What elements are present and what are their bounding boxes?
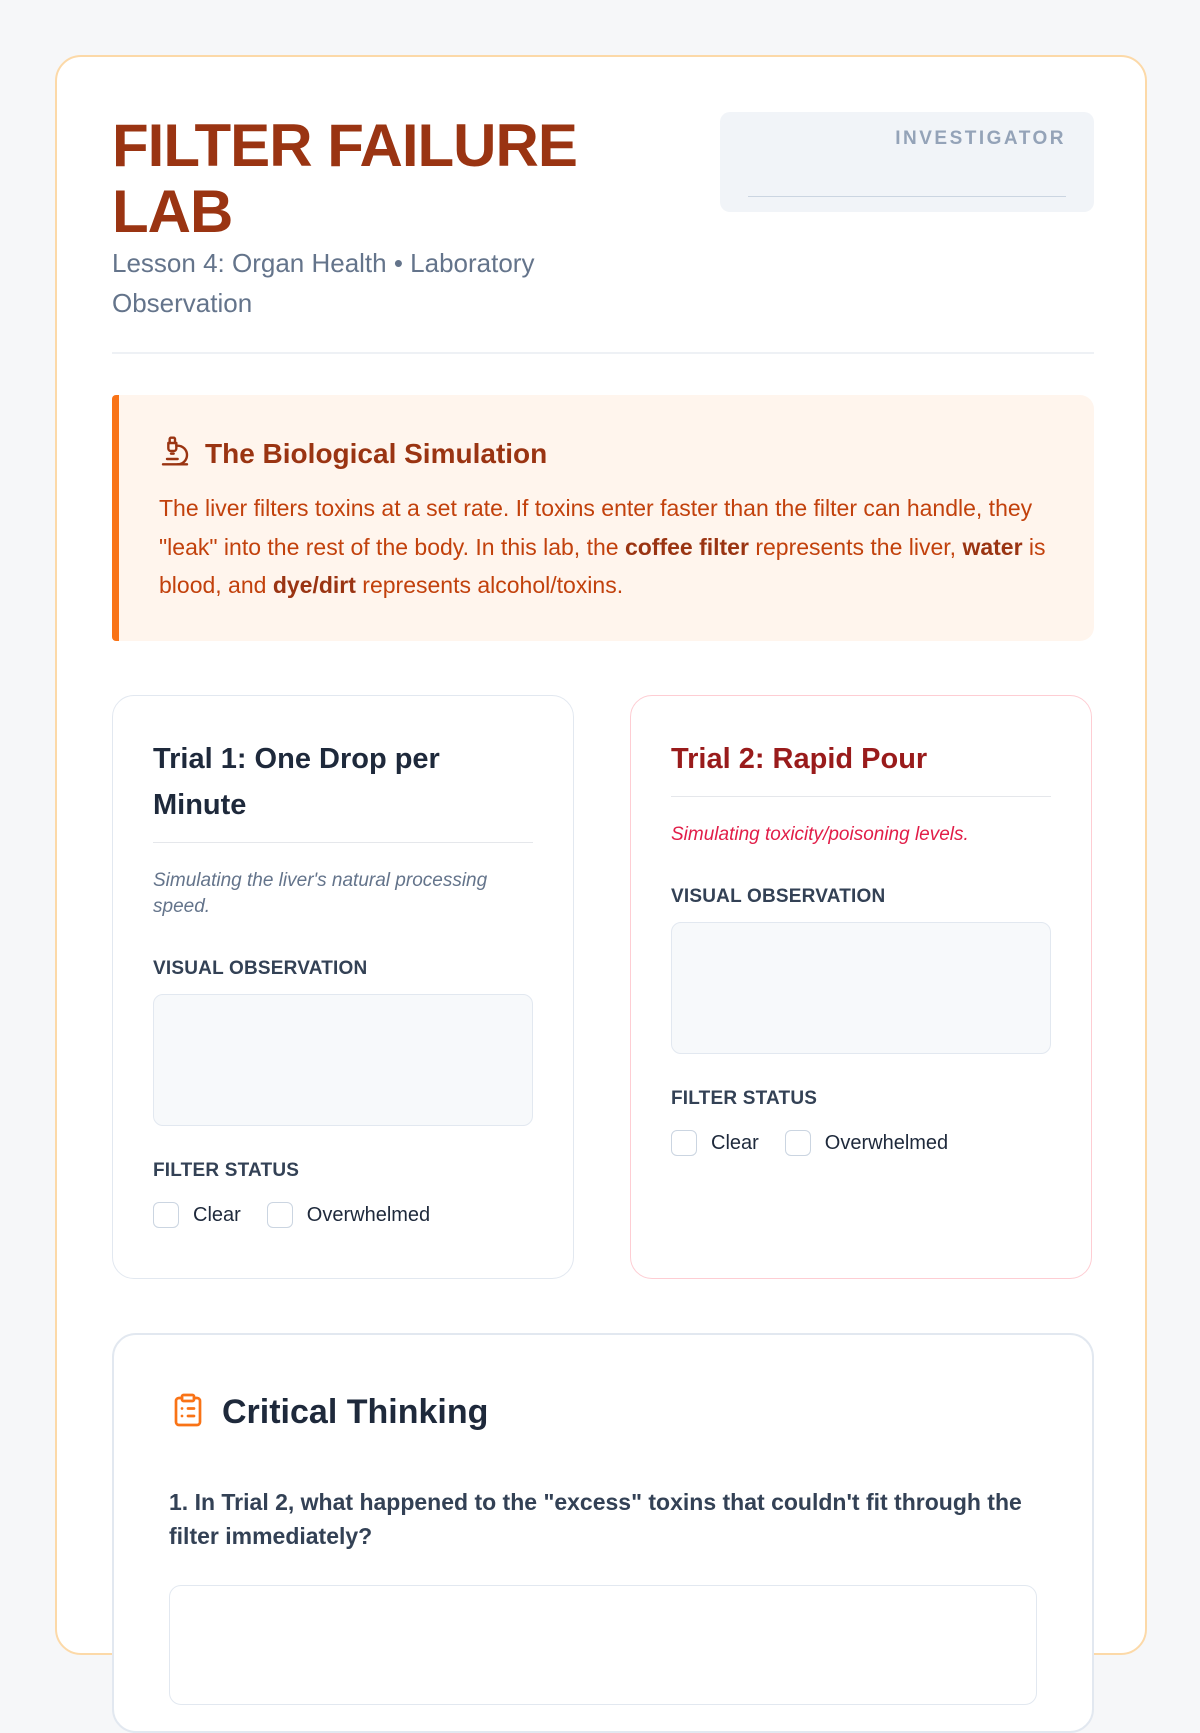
investigator-label: INVESTIGATOR (895, 128, 1066, 149)
simulation-title: The Biological Simulation (205, 437, 548, 469)
trial-2-note: Simulating toxicity/poisoning levels. (671, 824, 969, 845)
trial-2-overwhelmed-option[interactable] (785, 1130, 948, 1156)
trial-1-clear-checkbox[interactable] (153, 1202, 179, 1228)
header-divider (112, 352, 1094, 354)
question-1: 1. In Trial 2, what happened to the "excess" toxins that couldn't fit through the filter immediately? (169, 1489, 1022, 1549)
trial-1-title: Trial 1: One Drop per Minute (153, 743, 440, 821)
trial-1-divider (153, 842, 533, 843)
investigator-field[interactable] (720, 112, 1094, 212)
trial-1-overwhelmed-option[interactable] (267, 1202, 430, 1228)
trial-1-card (112, 695, 574, 1279)
microscope-icon (159, 435, 191, 472)
worksheet (55, 55, 1147, 1655)
trial-2-divider (671, 796, 1051, 797)
simulation-description: The liver filters toxins at a set rate. If toxins enter faster than the filter can handle, they "leak" into the rest of the body. In this lab, the coffee filter represents the liver, water is blood, and dye/dirt represents alcohol/toxins. (159, 495, 1046, 598)
trial-2-clear-option[interactable] (671, 1130, 759, 1156)
page-subtitle: Lesson 4: Organ Health • Laboratory Observation (112, 248, 535, 318)
trial-2-clear-checkbox[interactable] (671, 1130, 697, 1156)
trial-2-title: Trial 2: Rapid Pour (671, 743, 928, 775)
question-1-answer-box[interactable] (169, 1585, 1037, 1705)
trial-2-status-label: FILTER STATUS (671, 1088, 818, 1109)
clipboard-icon (170, 1391, 206, 1434)
trial-2-observation-label: VISUAL OBSERVATION (671, 886, 886, 907)
critical-thinking-section (112, 1333, 1094, 1733)
trial-1-status-label: FILTER STATUS (153, 1160, 300, 1181)
simulation-callout (112, 395, 1094, 641)
trial-1-observation-label: VISUAL OBSERVATION (153, 958, 368, 979)
trial-1-overwhelmed-label: Overwhelmed (306, 1203, 431, 1226)
trial-2-card (630, 695, 1092, 1279)
trial-2-observation-box[interactable] (671, 922, 1051, 1054)
trial-1-status-options (153, 1202, 456, 1228)
page-title: FILTER FAILURE LAB (112, 112, 577, 245)
trial-2-status-options (671, 1130, 974, 1156)
critical-thinking-title: Critical Thinking (222, 1393, 489, 1431)
trial-2-overwhelmed-checkbox[interactable] (785, 1130, 811, 1156)
trial-1-clear-option[interactable] (153, 1202, 241, 1228)
trial-2-overwhelmed-label: Overwhelmed (824, 1131, 949, 1154)
trial-1-overwhelmed-checkbox[interactable] (267, 1202, 293, 1228)
trial-1-observation-box[interactable] (153, 994, 533, 1126)
trial-1-clear-label: Clear (193, 1203, 241, 1226)
trial-2-clear-label: Clear (711, 1131, 759, 1154)
trial-1-note: Simulating the liver's natural processing speed. (153, 870, 488, 917)
investigator-name-line[interactable] (748, 196, 1066, 197)
